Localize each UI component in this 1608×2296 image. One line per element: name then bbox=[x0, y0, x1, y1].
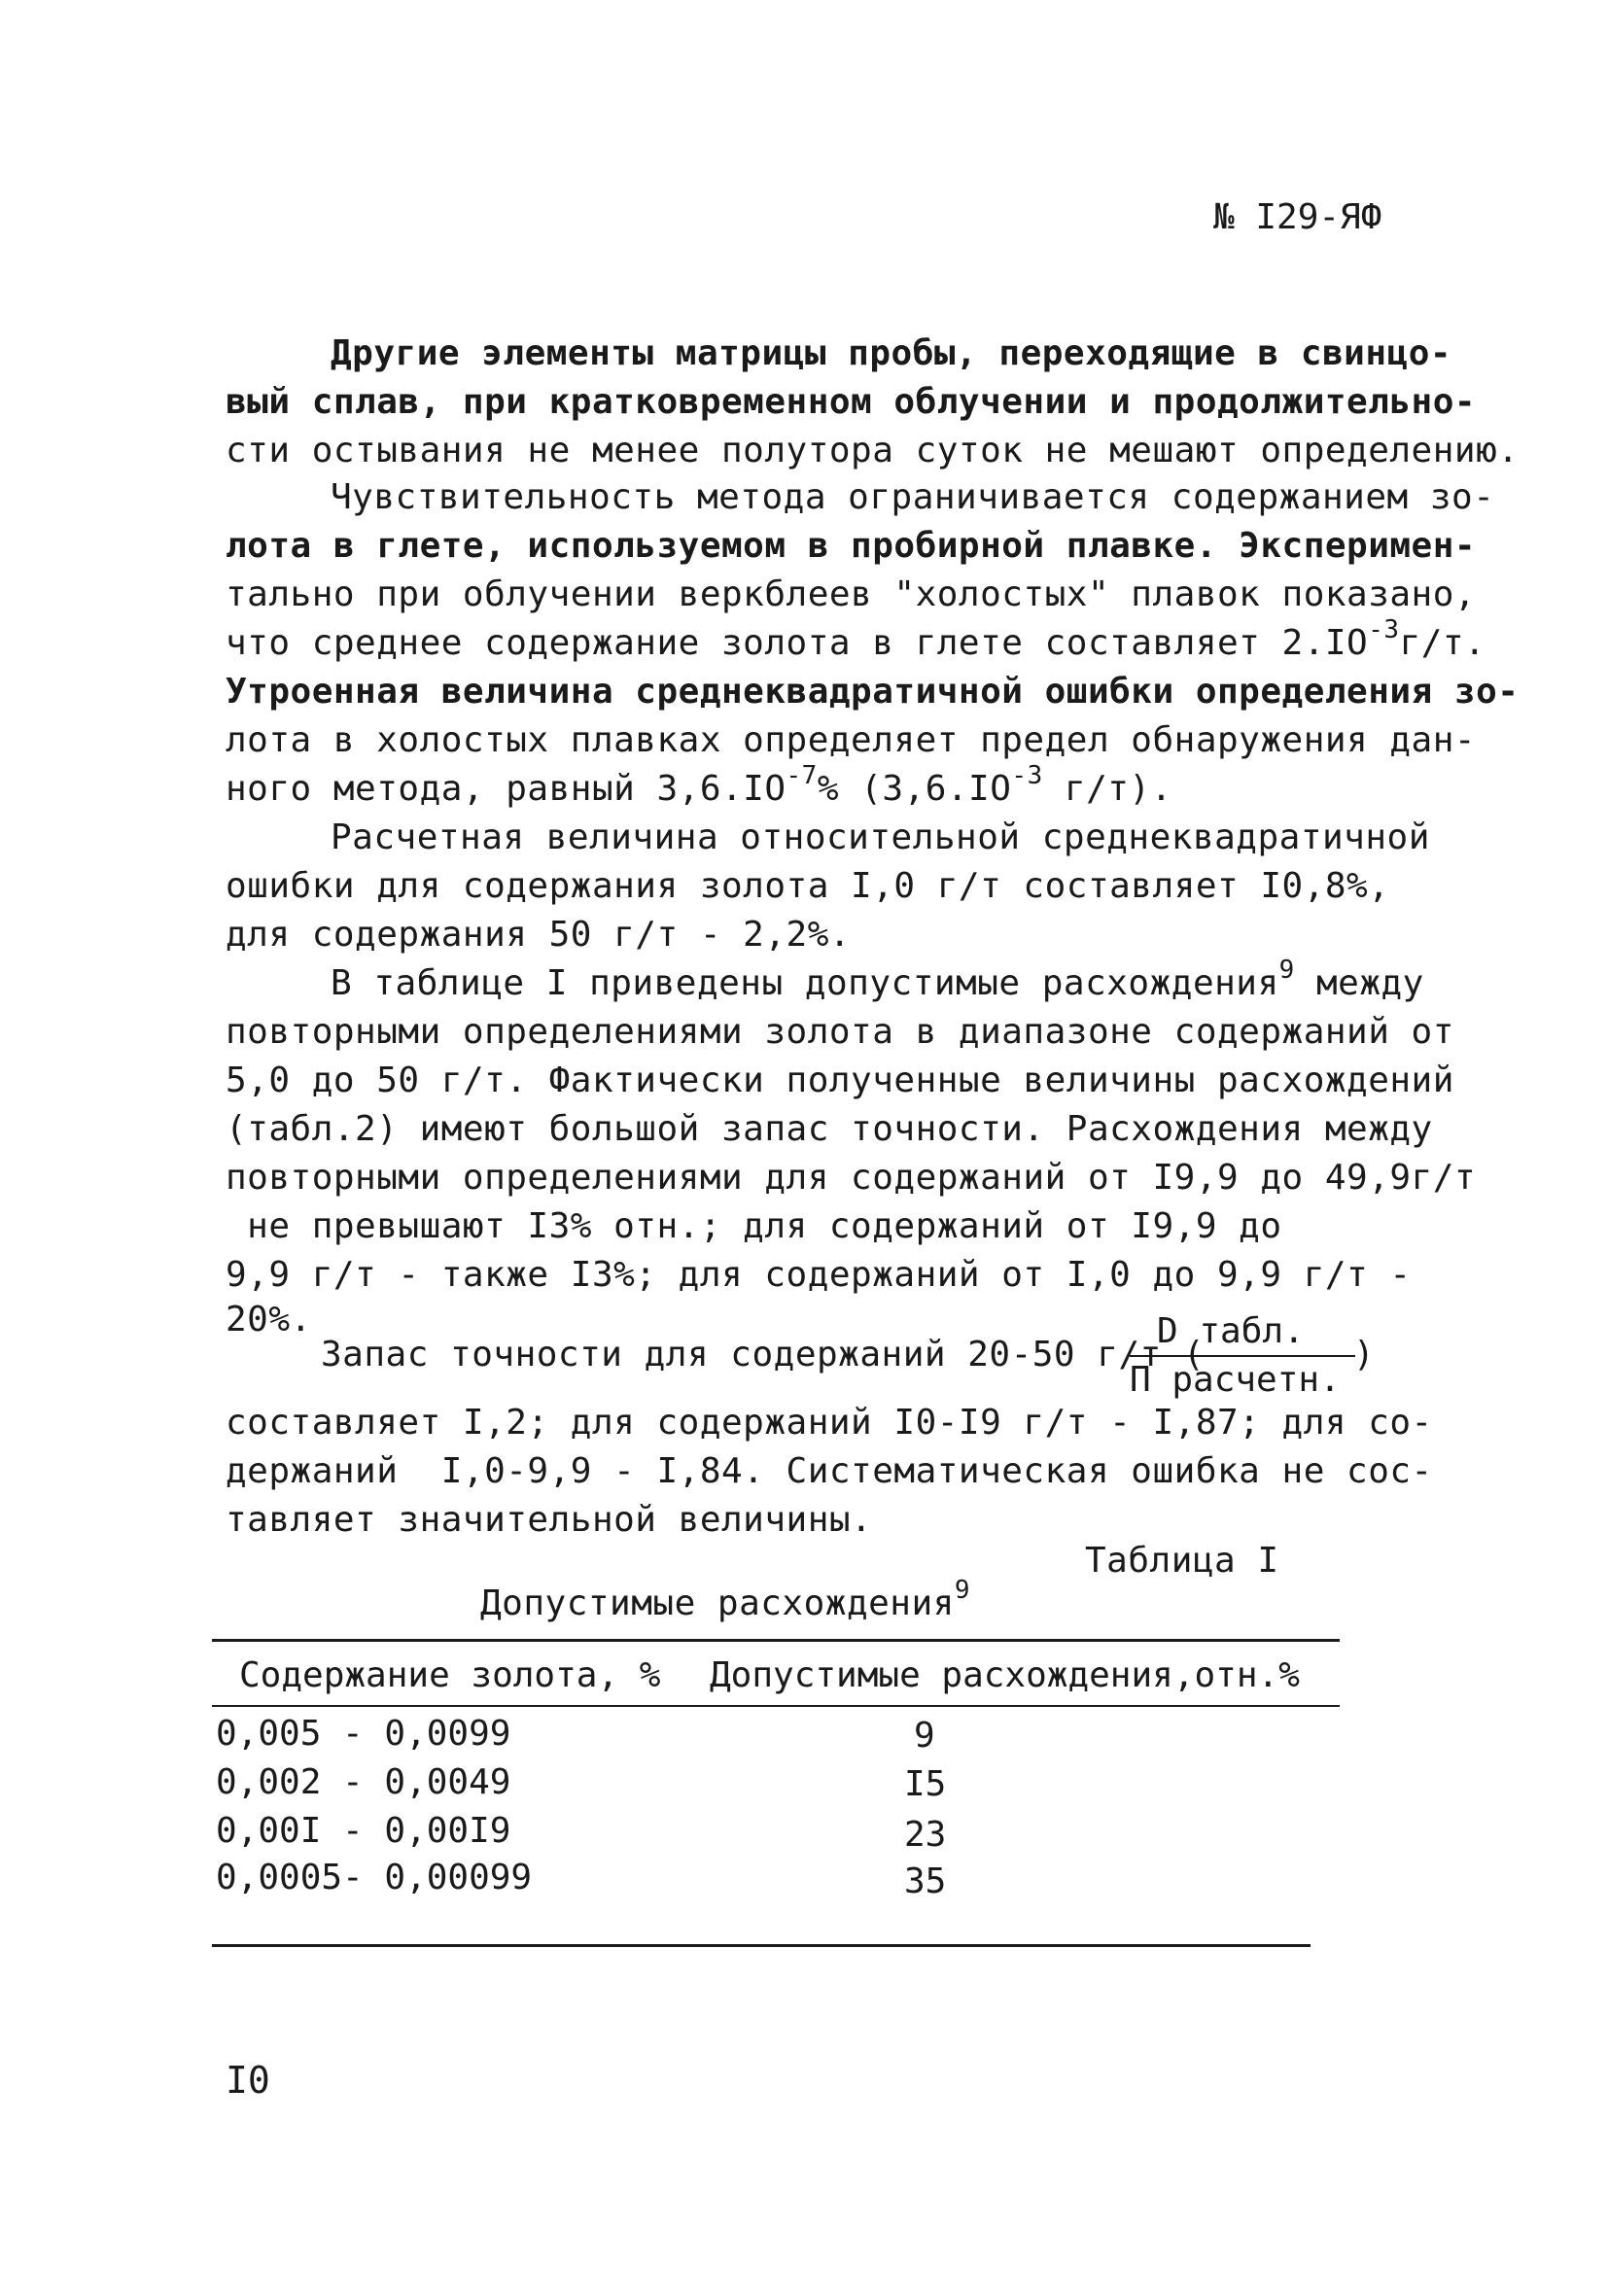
paragraph-5-line-2: составляет I,2; для содержаний I0-I9 г/т - I,87; для со- bbox=[226, 1403, 1433, 1443]
fraction-numerator: D табл. bbox=[1157, 1311, 1305, 1351]
table-top-rule bbox=[212, 1639, 1340, 1642]
paragraph-3-line-1: Расчетная величина относительной среднеквадратичной bbox=[331, 818, 1430, 857]
document-number: № I29-ЯФ bbox=[1213, 197, 1382, 237]
paragraph-2-line-5: Утроенная величина среднеквадратичной ошибки определения зо- bbox=[226, 672, 1520, 712]
footnote-reference: 9 bbox=[954, 1576, 970, 1605]
table-label: Таблица I bbox=[1085, 1541, 1279, 1581]
table-header-rule bbox=[212, 1705, 1340, 1707]
paragraph-5-line-4: тавляет значительной величины. bbox=[226, 1500, 873, 1540]
exponent: -7 bbox=[786, 761, 818, 790]
fraction-denominator: П расчетн. bbox=[1130, 1360, 1341, 1400]
fraction-bar bbox=[1130, 1355, 1355, 1357]
table-row-2-range: 0,002 - 0,0049 bbox=[216, 1762, 511, 1802]
paragraph-2-line-7-end: г/т). bbox=[1042, 769, 1172, 809]
paragraph-1-line-3: сти остывания не менее полутора суток не мешают определению. bbox=[226, 431, 1520, 470]
paragraph-2-line-4 bbox=[226, 615, 1486, 665]
table-row-1-range: 0,005 - 0,0099 bbox=[216, 1714, 511, 1754]
paragraph-2-line-7-text: ного метода, равный 3,6.IO bbox=[226, 769, 787, 809]
paragraph-4-line-4: (табл.2) имеют большой запас точности. Расхождения между bbox=[226, 1109, 1433, 1149]
paragraph-4-line-1-end: между bbox=[1294, 963, 1424, 1003]
paragraph-4-line-2: повторными определениями золота в диапазоне содержаний от bbox=[226, 1012, 1454, 1052]
footnote-reference: 9 bbox=[1278, 956, 1295, 985]
table-row-1-value: 9 bbox=[914, 1716, 935, 1756]
paragraph-2-line-7-mid: % (3,6.IO bbox=[817, 769, 1012, 809]
paragraph-2-line-4-text: что среднее содержание золота в глете составляет 2.IO bbox=[226, 623, 1369, 663]
paragraph-4-line-7: 9,9 г/т - также I3%; для содержаний от I,0 до 9,9 г/т - bbox=[226, 1255, 1412, 1295]
paragraph-4-line-3: 5,0 до 50 г/т. Фактически полученные величины расхождений bbox=[226, 1061, 1454, 1100]
paragraph-2-line-7 bbox=[226, 761, 1172, 811]
paragraph-2-line-3: тально при облучении веркблеев "холостых" плавок показано, bbox=[226, 574, 1477, 614]
table-caption-text: Допустимые расхождения bbox=[480, 1583, 955, 1623]
exponent: -3 bbox=[1368, 615, 1400, 644]
paragraph-2-line-2: лота в глете, используемом в пробирной плавке. Эксперимен- bbox=[226, 526, 1477, 566]
table-header-deviation: Допустимые расхождения,отн.% bbox=[710, 1655, 1300, 1695]
table-row-2-value: I5 bbox=[904, 1764, 947, 1804]
paragraph-1-line-2: вый сплав, при кратковременном облучении и продолжительно- bbox=[226, 382, 1477, 422]
paragraph-2-line-4-unit: г/т. bbox=[1399, 623, 1486, 663]
exponent: -3 bbox=[1011, 761, 1043, 790]
paragraph-4-line-1-text: В таблице I приведены допустимые расхождения bbox=[331, 963, 1279, 1003]
paragraph-2-line-1: Чувствительность метода ограничивается содержанием зо- bbox=[331, 477, 1495, 517]
paragraph-5-line-1: Запас точности для содержаний 20-50 г/т ( bbox=[321, 1335, 1206, 1374]
table-row-3-value: 23 bbox=[904, 1815, 947, 1855]
paragraph-3-line-3: для содержания 50 г/т - 2,2%. bbox=[226, 915, 852, 955]
fraction-closing-paren: ) bbox=[1353, 1335, 1376, 1374]
table-row-3-range: 0,00I - 0,00I9 bbox=[216, 1811, 511, 1851]
table-row-4-range: 0,0005- 0,00099 bbox=[216, 1858, 533, 1897]
paragraph-2-line-6: лота в холостых плавках определяет предел обнаружения дан- bbox=[226, 720, 1477, 760]
paragraph-4-line-1 bbox=[331, 956, 1424, 1005]
paragraph-4-line-6: не превышают I3% отн.; для содержаний от I9,9 до bbox=[226, 1206, 1282, 1246]
page-number: I0 bbox=[226, 2059, 270, 2102]
table-row-4-value: 35 bbox=[904, 1861, 947, 1901]
paragraph-1-line-1: Другие элементы матрицы пробы, переходящие в свинцо- bbox=[331, 333, 1452, 373]
paragraph-4-line-5: повторными определениями для содержаний от I9,9 до 49,9г/т bbox=[226, 1158, 1477, 1198]
paragraph-4-line-8: 20%. bbox=[226, 1300, 312, 1339]
paragraph-5-line-3: держаний I,0-9,9 - I,84. Систематическая ошибка не сос- bbox=[226, 1451, 1433, 1491]
table-bottom-rule bbox=[212, 1944, 1311, 1947]
table-caption bbox=[480, 1576, 970, 1625]
table-header-content: Содержание золота, % bbox=[239, 1655, 661, 1695]
paragraph-3-line-2: ошибки для содержания золота I,0 г/т составляет I0,8%, bbox=[226, 866, 1390, 906]
